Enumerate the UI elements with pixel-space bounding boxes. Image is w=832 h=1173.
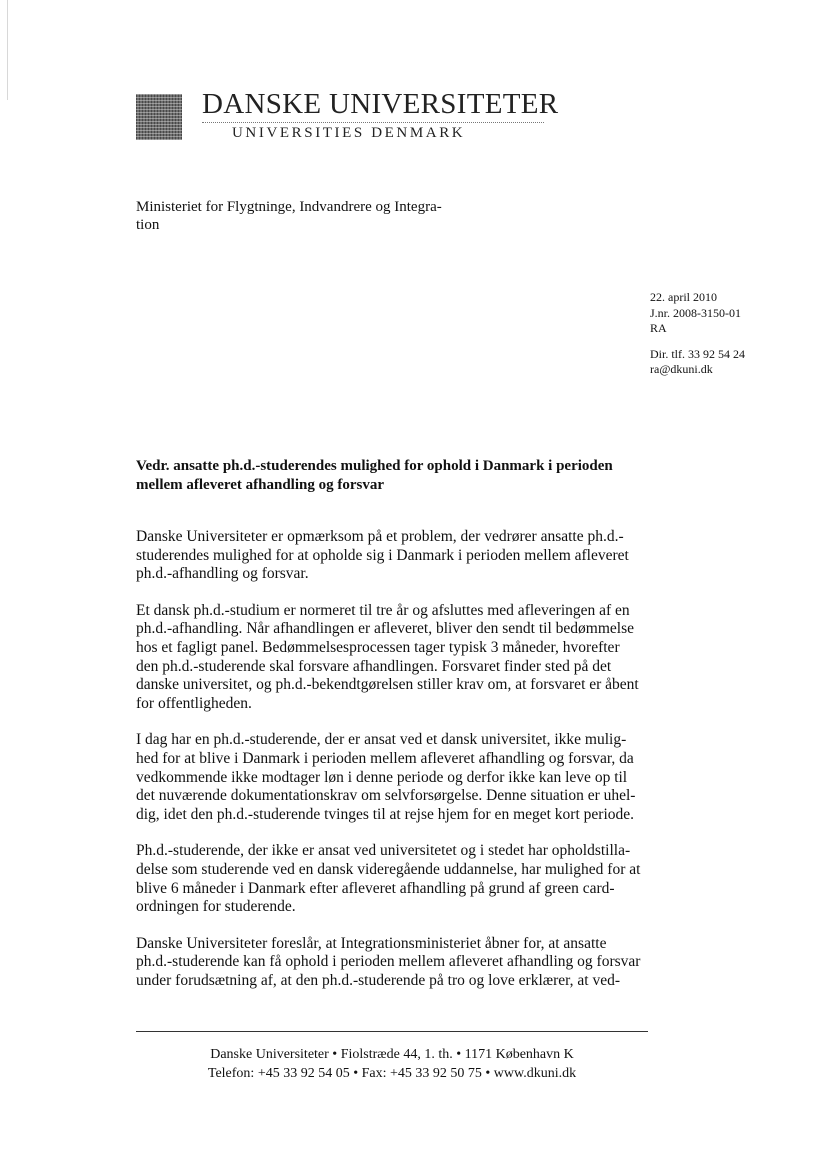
recipient-address <box>136 198 476 234</box>
letter-meta <box>650 290 745 378</box>
direct-phone: Dir. tlf. 33 92 54 24 <box>650 346 745 361</box>
footer-address: Danske Universiteter • Fiolstræde 44, 1. th. • 1171 København K <box>210 1047 574 1062</box>
footer <box>136 1045 648 1083</box>
logo-mark-icon <box>136 94 182 140</box>
body-paragraph-3: I dag har en ph.d.-studerende, der er ansat ved et dansk universitet, ikke mulig- hed for at blive i Danmark i perioden mellem afleveret afhandling og forsvar, da vedkommende ikke modtager løn i denne periode og derfor ikke kan leve op til det nuværende dokumentationskrav om selvforsørgelse. Denne situation er uhel- dig, idet den ph.d.-studerende tvinges til at rejse hjem for en meget kort periode. <box>136 731 636 823</box>
scan-edge-line <box>7 0 8 100</box>
body-paragraph-1: Danske Universiteter er opmærksom på et problem, der vedrører ansatte ph.d.- studerendes mulighed for at opholde sig i Danmark i perioden mellem afleveret ph.d.-afhandling og forsvar. <box>136 528 629 583</box>
meta-spacer <box>650 337 745 347</box>
journal-number: J.nr. 2008-3150-01 <box>650 305 741 320</box>
sender-email: ra@dkuni.dk <box>650 362 713 376</box>
footer-divider <box>136 1031 648 1032</box>
footer-contact: Telefon: +45 33 92 54 05 • Fax: +45 33 92 50 75 • www.dkuni.dk <box>207 1066 577 1081</box>
letterhead-divider <box>202 122 544 123</box>
body-paragraph-5: Danske Universiteter foreslår, at Integrationsministeriet åbner for, at ansatte ph.d.-studerende kan få ophold i perioden mellem afleveret afhandling og forsvar under forudsætning af, at den ph.d.-studerende på tro og love erklærer, at ved- <box>136 934 641 989</box>
letterhead-name-english: UNIVERSITIES DENMARK <box>232 125 466 141</box>
sender-initials: RA <box>650 321 667 335</box>
letterhead-name-danish: DANSKE UNIVERSITETER <box>202 88 559 120</box>
body-paragraph-2: Et dansk ph.d.-studium er normeret til tre år og afsluttes med afleveringen af en ph.d.-afhandling. Når afhandlingen er afleveret, bliver den sendt til bedømmelse hos et fagligt panel. Bedømmelsesprocessen tager typisk 3 måneder, hvorefter den ph.d.-studerende skal forsvare afhandlingen. Forsvaret finder sted på det danske universitet, og ph.d.-bekendtgørelsen stiller krav om, at forsvaret er åbent for offentligheden. <box>136 601 639 712</box>
body-paragraph-4: Ph.d.-studerende, der ikke er ansat ved universitetet og i stedet har opholdstilla- delse som studerende ved en dansk videregående uddannelse, har mulighed for at blive 6 måneder i Danmark efter afleveret afhandling på grund af green card- ordningen for studerende. <box>136 842 641 916</box>
recipient-text: Ministeriet for Flygtninge, Indvandrere og Integra- tion <box>136 199 442 233</box>
subject-text: Vedr. ansatte ph.d.-studerendes mulighed for ophold i Danmark i perioden mellem afleveret afhandling og forsvar <box>136 458 613 493</box>
letter-date: 22. april 2010 <box>650 290 717 304</box>
letter-body <box>136 528 656 1008</box>
letter-subject <box>136 457 666 494</box>
